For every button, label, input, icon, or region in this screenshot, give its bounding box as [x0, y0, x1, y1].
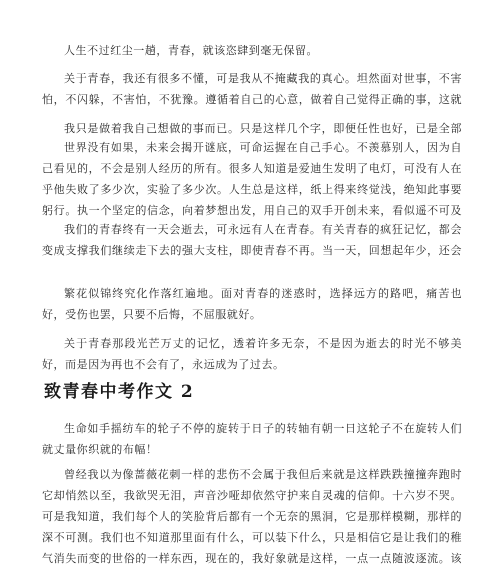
paragraph-2: 关于青春，我还有很多不懂，可是我从不掩藏我的真心。坦然面对世事，不害怕，不闪躲，不害怕，不犹豫。遵循着自己的心意，做着自己觉得正确的事，这就 [42, 72, 462, 106]
paragraph-7: 关于青春那段光芒万丈的记忆，透着许多无奈，不是因为逝去的时光不够美好，而是因为再也不会有了，永远成为了过去。 [42, 337, 462, 371]
paragraph-8: 生命如手摇纺车的轮子不停的旋转于日子的转轴有朝一日这轮子不在旋转人们就丈量你织就的布幅！ [42, 422, 462, 456]
paragraph-1: 人生不过红尘一趟，青春，就该恣肆到毫无保留。 [64, 44, 319, 57]
paragraph-9: 曾经我以为像蔷薇花刺一样的悲伤不会属于我但后来就是这样跌跌撞撞奔跑时它却悄然以至，我欲哭无泪，声音沙哑却依然守护来自灵魂的信仰。十六岁不哭。可是我知道，我们每个人的笑脸背后都有一个无奈的黑洞，它是那样模糊，那样的深不可测。我们也不知道那里面有什么，可以装下什么，只是相信它是让我们的稚气消失而变的世俗的一样东西，现在的，我好象就是这样，一点一点随波逐流。该 [42, 468, 462, 565]
paragraph-6: 繁花似锦终究化作落红遍地。面对青春的迷惑时，选择远方的路吧，痛苦也好，受伤也罢，只要不后悔，不屈服就好。 [42, 287, 462, 321]
paragraph-4: 世界没有如果，未来会揭开谜底，可命运握在自己手心。不羡慕别人，因为自己看见的，不会是别人经历的所有。很多人知道是爱迪生发明了电灯，可没有人在乎他失败了多少次，实验了多少次。人生总是这样，纸上得来终觉浅，绝知此事要躬行。执一个坚定的信念，向着梦想出发，用自己的双手开创未来，看似遥不可及 [42, 141, 462, 217]
paragraph-5: 我们的青春终有一天会逝去，可永远有人在青春。有关青春的疯狂记忆，都会变成支撑我们继续走下去的强大支柱，即使青春不再。当一天，回想起年少，还会 [42, 223, 462, 257]
paragraph-3: 我只是做着我自己想做的事而已。只是这样几个字，即便任性也好，已是全部 [64, 122, 462, 135]
section-heading: 致青春中考作文 2 [44, 382, 195, 402]
